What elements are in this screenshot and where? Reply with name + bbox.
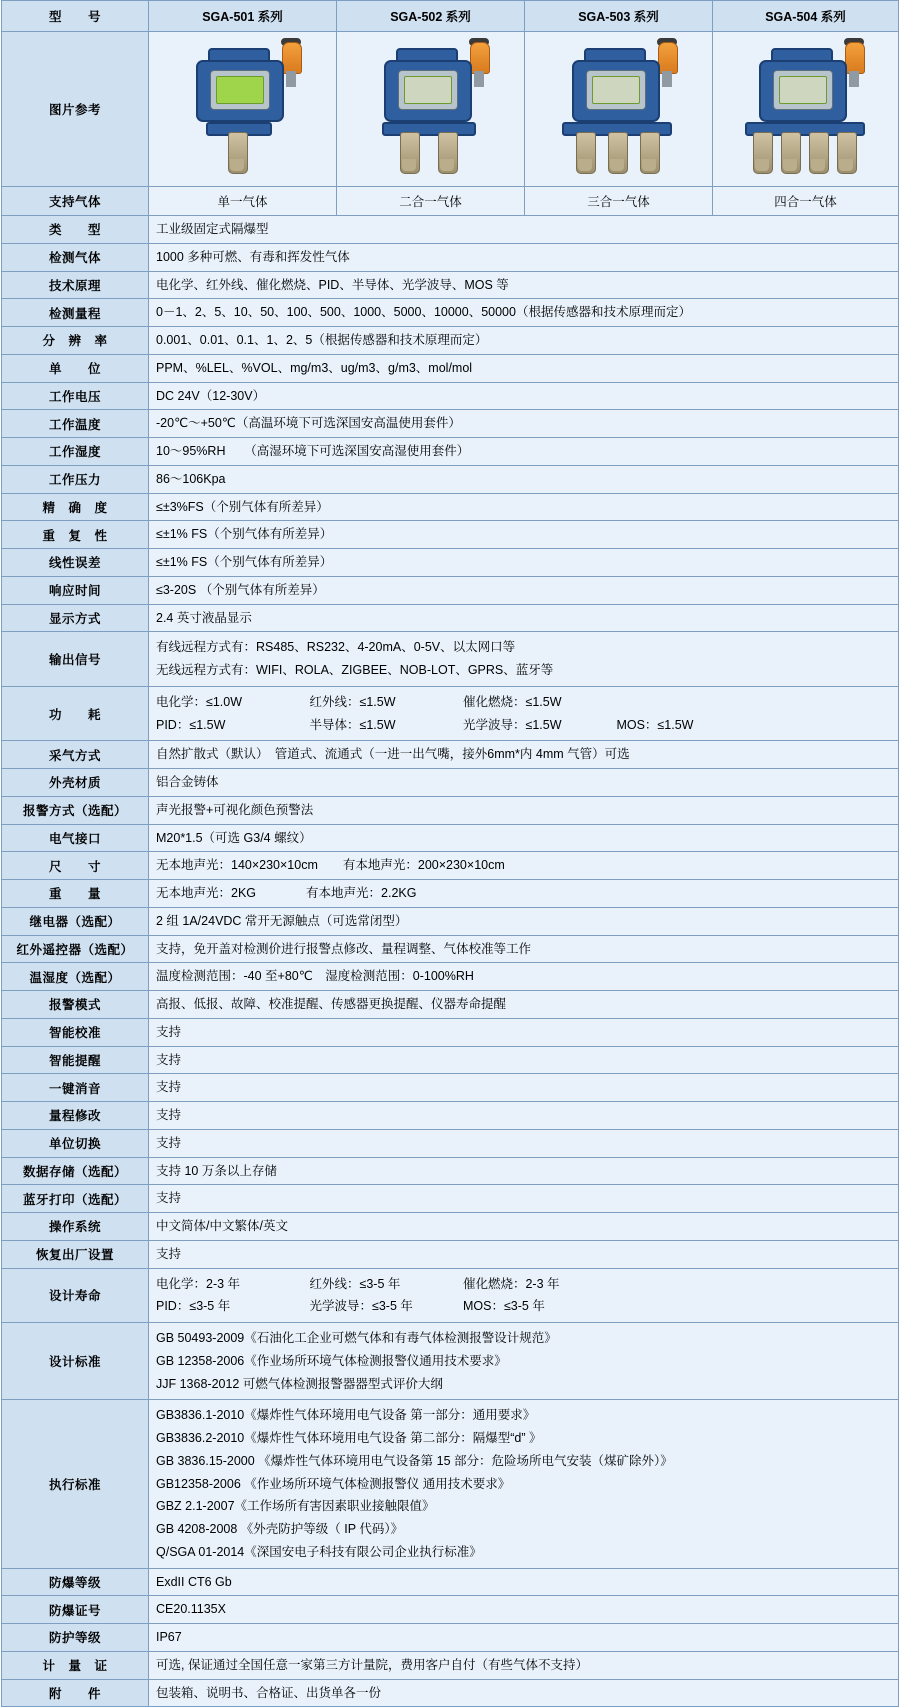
row-label-electrical-interface: 电气接口 <box>2 824 149 852</box>
row-value-type: 工业级固定式隔爆型 <box>149 216 899 244</box>
row-value-output-signal <box>149 632 899 687</box>
life-line-2 <box>156 1295 891 1318</box>
table-row <box>2 243 899 271</box>
life-catalytic: 催化燃烧：2-3 年 <box>462 1276 560 1291</box>
row-label-unit-switch: 单位切换 <box>2 1129 149 1157</box>
table-row <box>2 1596 899 1624</box>
row-value-temp-humidity-option: 温度检测范围：-40 至+80℃ 湿度检测范围：0-100%RH <box>149 963 899 991</box>
row-label-ex-rating: 防爆等级 <box>2 1568 149 1596</box>
life-pid: PID：≤3-5 年 <box>156 1299 231 1314</box>
table-row <box>2 1624 899 1652</box>
power-catalytic: 催化燃烧：≤1.5W <box>462 694 562 709</box>
design-standard-line-1: GB 50493-2009《石油化工企业可燃气体和有毒气体检测报警设计规范》 <box>156 1331 557 1345</box>
table-row <box>2 271 899 299</box>
row-label-range-modify: 量程修改 <box>2 1102 149 1130</box>
table-row <box>2 465 899 493</box>
power-line-2 <box>156 714 891 737</box>
gas-support-501: 单一气体 <box>149 187 337 216</box>
table-row <box>2 216 899 244</box>
table-row <box>2 1213 899 1241</box>
detector-illustration-1 <box>178 38 308 178</box>
table-row <box>2 1268 899 1323</box>
table-row <box>2 299 899 327</box>
row-label-metrology-cert: 计 量 证 <box>2 1651 149 1679</box>
table-row <box>2 686 899 741</box>
row-value-smart-reminder: 支持 <box>149 1046 899 1074</box>
model-504: SGA-504 系列 <box>713 1 899 32</box>
power-optical: 光学波导：≤1.5W <box>462 717 562 732</box>
table-row <box>2 824 899 852</box>
row-label-ip-rating: 防护等级 <box>2 1624 149 1652</box>
table-row <box>2 1651 899 1679</box>
detector-illustration-2 <box>366 38 496 178</box>
table-row <box>2 1185 899 1213</box>
table-row <box>2 382 899 410</box>
row-label-size: 尺 寸 <box>2 852 149 880</box>
row-value-factory-reset: 支持 <box>149 1240 899 1268</box>
row-label-smart-reminder: 智能提醒 <box>2 1046 149 1074</box>
table-row <box>2 187 899 216</box>
row-label-image-reference: 图片参考 <box>2 32 149 187</box>
row-label-repeatability: 重 复 性 <box>2 521 149 549</box>
power-pid: PID：≤1.5W <box>156 717 226 732</box>
design-standard-line-2: GB 12358-2006《作业场所环境气体检测报警仪通用技术要求》 <box>156 1353 507 1368</box>
table-row <box>2 1074 899 1102</box>
row-label-type: 类 型 <box>2 216 149 244</box>
row-value-unit-switch: 支持 <box>149 1129 899 1157</box>
table-row <box>2 935 899 963</box>
table-row <box>2 1046 899 1074</box>
table-row <box>2 576 899 604</box>
exec-standard-line-2: GB3836.2-2010《爆炸性气体环境用电气设备 第二部分：隔爆型“d” 》 <box>156 1431 542 1445</box>
row-label-alarm-modes: 报警模式 <box>2 991 149 1019</box>
table-row <box>2 327 899 355</box>
table-row <box>2 907 899 935</box>
row-label-factory-reset: 恢复出厂设置 <box>2 1240 149 1268</box>
life-mos: MOS：≤3-5 年 <box>462 1299 545 1314</box>
row-value-repeatability: ≤±1% FS（个别气体有所差异） <box>149 521 899 549</box>
row-value-response-time: ≤3-20S （个别气体有所差异） <box>149 576 899 604</box>
table-row <box>2 410 899 438</box>
power-electrochemical: 电化学：≤1.0W <box>156 694 243 709</box>
row-value-ex-rating: ExdII CT6 Gb <box>149 1568 899 1596</box>
table-row <box>2 1018 899 1046</box>
row-label-weight: 重 量 <box>2 880 149 908</box>
row-value-accessories: 包装箱、说明书、合格证、出货单各一份 <box>149 1679 899 1707</box>
row-label-alarm-mode-option: 报警方式（选配） <box>2 796 149 824</box>
power-semiconductor: 半导体：≤1.5W <box>309 717 396 732</box>
table-row <box>2 1568 899 1596</box>
exec-standard-line-5: GBZ 2.1-2007《工作场所有害因素职业接触限值》 <box>156 1499 435 1514</box>
row-value-temperature: -20℃～+50℃（高温环境下可选深国安高温使用套件） <box>149 410 899 438</box>
row-label-design-standard: 设计标准 <box>2 1323 149 1400</box>
exec-standard-line-7: Q/SGA 01-2014《深国安电子科技有限公司企业执行标准》 <box>156 1544 482 1559</box>
life-infrared: 红外线：≤3-5 年 <box>309 1276 401 1291</box>
row-label-temp-humidity-option: 温湿度（选配） <box>2 963 149 991</box>
row-label-data-storage-option: 数据存储（选配） <box>2 1157 149 1185</box>
row-value-electrical-interface: M20*1.5（可选 G3/4 螺纹） <box>149 824 899 852</box>
gas-support-502: 二合一气体 <box>337 187 525 216</box>
row-label-model: 型 号 <box>2 1 149 32</box>
table-row <box>2 991 899 1019</box>
row-value-sampling: 自然扩散式（默认） 管道式、流通式（一进一出气嘴，接外6mm*内 4mm 气管）可选 <box>149 741 899 769</box>
power-line-1 <box>156 691 891 714</box>
row-value-range-modify: 支持 <box>149 1102 899 1130</box>
row-value-voltage: DC 24V（12-30V） <box>149 382 899 410</box>
life-line-1 <box>156 1273 891 1296</box>
row-value-range: 0－1、2、5、10、50、100、500、1000、5000、10000、50000（根据传感器和技术原理而定） <box>149 299 899 327</box>
row-label-exec-standard: 执行标准 <box>2 1400 149 1568</box>
product-image-504 <box>713 32 899 187</box>
detector-illustration-3 <box>554 38 684 178</box>
row-label-sampling: 采气方式 <box>2 741 149 769</box>
row-value-linearity: ≤±1% FS（个别气体有所差异） <box>149 549 899 577</box>
gas-support-503: 三合一气体 <box>525 187 713 216</box>
table-row <box>2 796 899 824</box>
detector-illustration-4 <box>741 38 871 178</box>
row-label-unit: 单 位 <box>2 354 149 382</box>
row-value-weight: 无本地声光：2KG 有本地声光：2.2KG <box>149 880 899 908</box>
row-value-power <box>149 686 899 741</box>
table-row <box>2 493 899 521</box>
row-label-relay-option: 继电器（选配） <box>2 907 149 935</box>
row-value-detect-gas: 1000 多种可燃、有毒和挥发性气体 <box>149 243 899 271</box>
row-label-one-key-mute: 一键消音 <box>2 1074 149 1102</box>
row-label-ex-certificate: 防爆证号 <box>2 1596 149 1624</box>
table-row <box>2 1 899 32</box>
row-value-exec-standard <box>149 1400 899 1568</box>
table-row <box>2 1157 899 1185</box>
model-503: SGA-503 系列 <box>525 1 713 32</box>
row-value-size: 无本地声光：140×230×10cm 有本地声光：200×230×10cm <box>149 852 899 880</box>
row-value-ex-certificate: CE20.1135X <box>149 1596 899 1624</box>
table-row <box>2 604 899 632</box>
row-value-humidity: 10～95%RH （高湿环境下可选深国安高湿使用套件） <box>149 438 899 466</box>
row-value-alarm-modes: 高报、低报、故障、校准提醒、传感器更换提醒、仪器寿命提醒 <box>149 991 899 1019</box>
table-row <box>2 32 899 187</box>
row-label-housing: 外壳材质 <box>2 769 149 797</box>
table-row <box>2 1102 899 1130</box>
specification-table <box>1 0 899 1707</box>
row-label-accuracy: 精 确 度 <box>2 493 149 521</box>
row-label-output-signal: 输出信号 <box>2 632 149 687</box>
row-value-design-life <box>149 1268 899 1323</box>
table-row <box>2 521 899 549</box>
row-label-range: 检测量程 <box>2 299 149 327</box>
product-image-501 <box>149 32 337 187</box>
row-value-ir-remote-option: 支持，免开盖对检测价进行报警点修改、量程调整、气体校准等工作 <box>149 935 899 963</box>
row-value-data-storage-option: 支持 10 万条以上存储 <box>149 1157 899 1185</box>
row-value-one-key-mute: 支持 <box>149 1074 899 1102</box>
row-label-humidity: 工作湿度 <box>2 438 149 466</box>
row-label-detect-gas: 检测气体 <box>2 243 149 271</box>
row-label-display: 显示方式 <box>2 604 149 632</box>
row-value-design-standard <box>149 1323 899 1400</box>
row-value-housing: 铝合金铸体 <box>149 769 899 797</box>
row-label-pressure: 工作压力 <box>2 465 149 493</box>
table-row <box>2 438 899 466</box>
output-signal-wireless: 无线远程方式有：WIFI、ROLA、ZIGBEE、NOB-LOT、GPRS、蓝牙等 <box>156 663 554 677</box>
power-mos: MOS：≤1.5W <box>616 717 694 732</box>
row-label-linearity: 线性误差 <box>2 549 149 577</box>
model-501: SGA-501 系列 <box>149 1 337 32</box>
table-row <box>2 549 899 577</box>
power-infrared: 红外线：≤1.5W <box>309 694 396 709</box>
row-label-resolution: 分 辨 率 <box>2 327 149 355</box>
row-value-relay-option: 2 组 1A/24VDC 常开无源触点（可选常闭型） <box>149 907 899 935</box>
row-value-metrology-cert: 可选, 保证通过全国任意一家第三方计量院，费用客户自付（有些气体不支持） <box>149 1651 899 1679</box>
product-image-503 <box>525 32 713 187</box>
row-value-resolution: 0.001、0.01、0.1、1、2、5（根据传感器和技术原理而定） <box>149 327 899 355</box>
table-row <box>2 741 899 769</box>
table-row <box>2 1323 899 1400</box>
row-value-ip-rating: IP67 <box>149 1624 899 1652</box>
row-label-principle: 技术原理 <box>2 271 149 299</box>
row-value-display: 2.4 英寸液晶显示 <box>149 604 899 632</box>
gas-support-504: 四合一气体 <box>713 187 899 216</box>
row-label-temperature: 工作温度 <box>2 410 149 438</box>
table-row <box>2 1129 899 1157</box>
exec-standard-line-4: GB12358-2006 《作业场所环境气体检测报警仪 通用技术要求》 <box>156 1476 511 1491</box>
row-label-design-life: 设计寿命 <box>2 1268 149 1323</box>
row-label-accessories: 附 件 <box>2 1679 149 1707</box>
row-label-ir-remote-option: 红外遥控器（选配） <box>2 935 149 963</box>
table-row <box>2 963 899 991</box>
table-row <box>2 1400 899 1568</box>
row-label-operating-system: 操作系统 <box>2 1213 149 1241</box>
exec-standard-line-6: GB 4208-2008 《外壳防护等级（ IP 代码）》 <box>156 1522 404 1536</box>
design-standard-line-3: JJF 1368-2012 可燃气体检测报警器器型式评价大纲 <box>156 1376 443 1391</box>
row-value-smart-calibration: 支持 <box>149 1018 899 1046</box>
life-electrochemical: 电化学：2-3 年 <box>156 1276 241 1291</box>
model-502: SGA-502 系列 <box>337 1 525 32</box>
row-label-smart-calibration: 智能校准 <box>2 1018 149 1046</box>
row-value-alarm-mode-option: 声光报警+可视化颜色预警法 <box>149 796 899 824</box>
row-value-bluetooth-print-option: 支持 <box>149 1185 899 1213</box>
output-signal-wired: 有线远程方式有：RS485、RS232、4-20mA、0-5V、以太网口等 <box>156 640 516 655</box>
table-row <box>2 632 899 687</box>
row-value-pressure: 86～106Kpa <box>149 465 899 493</box>
table-row <box>2 769 899 797</box>
table-row <box>2 354 899 382</box>
row-label-bluetooth-print-option: 蓝牙打印（选配） <box>2 1185 149 1213</box>
exec-standard-line-3: GB 3836.15-2000 《爆炸性气体环境用电气设备第 15 部分：危险场所电气安装（煤矿除外）》 <box>156 1453 673 1468</box>
exec-standard-line-1: GB3836.1-2010《爆炸性气体环境用电气设备 第一部分：通用要求》 <box>156 1408 536 1423</box>
life-optical: 光学波导：≤3-5 年 <box>309 1299 413 1314</box>
table-row <box>2 1679 899 1707</box>
table-row <box>2 852 899 880</box>
row-value-accuracy: ≤±3%FS（个别气体有所差异） <box>149 493 899 521</box>
row-value-principle: 电化学、红外线、催化燃烧、PID、半导体、光学波导、MOS 等 <box>149 271 899 299</box>
table-row <box>2 880 899 908</box>
row-label-response-time: 响应时间 <box>2 576 149 604</box>
row-value-unit: PPM、%LEL、%VOL、mg/m3、ug/m3、g/m3、mol/mol <box>149 354 899 382</box>
table-row <box>2 1240 899 1268</box>
row-label-power: 功 耗 <box>2 686 149 741</box>
row-label-voltage: 工作电压 <box>2 382 149 410</box>
row-value-operating-system: 中文简体/中文繁体/英文 <box>149 1213 899 1241</box>
product-image-502 <box>337 32 525 187</box>
row-label-supported-gas: 支持气体 <box>2 187 149 216</box>
